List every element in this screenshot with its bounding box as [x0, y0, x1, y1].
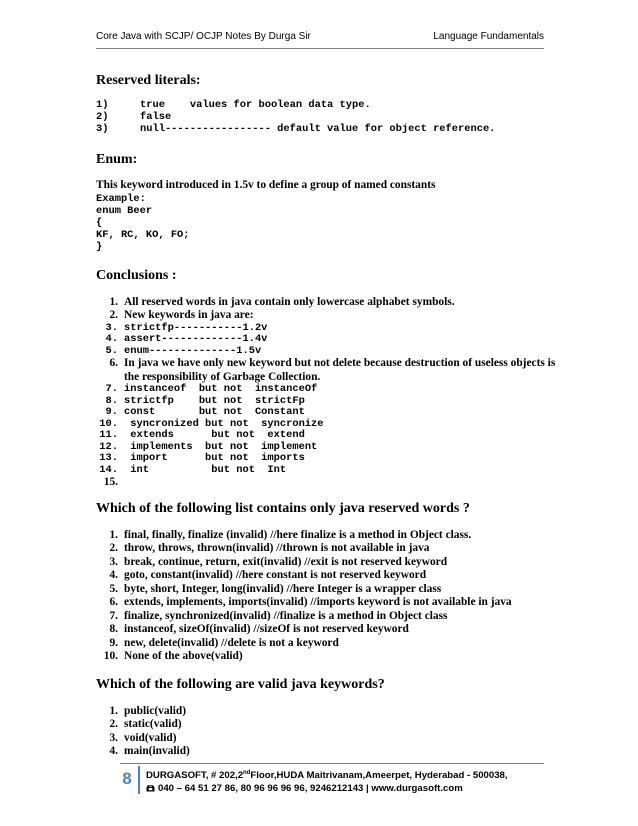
- question1-number: 2.: [109, 542, 118, 554]
- question1-item: [96, 637, 556, 651]
- question1-number: 1.: [109, 528, 118, 541]
- conclusion-number: 2.: [109, 309, 118, 321]
- conclusion-number: 6.: [109, 357, 118, 369]
- question1-text: byte, short, Integer, long(invalid) //here Integer is a wrapper class: [124, 582, 442, 595]
- header-left-title: Core Java with SCJP/ OCJP Notes By Durga Sir: [96, 31, 311, 42]
- question1-number: 7.: [109, 609, 118, 622]
- question1-text: final, finally, finalize (invalid) //here finalize is a method in Object class.: [124, 528, 472, 541]
- page-number: 8: [122, 769, 132, 788]
- conclusion-item: [96, 384, 556, 396]
- conclusions-heading: Conclusions :: [96, 267, 177, 283]
- conclusion-item: [96, 453, 556, 465]
- reserved-literals-heading: Reserved literals:: [96, 73, 201, 88]
- question1-item: [96, 556, 556, 570]
- conclusion-text: enum--------------1.5v: [124, 344, 262, 357]
- conclusion-text: syncronized but not syncronize: [124, 417, 324, 430]
- conclusion-number: 8.: [105, 394, 118, 407]
- conclusion-item: [96, 476, 556, 490]
- conclusion-text: strictfp but not strictFp: [124, 394, 305, 407]
- question1-text: instanceof, sizeOf(invalid) //sizeOf is not reserved keyword: [124, 623, 409, 635]
- question1-number: 9.: [109, 636, 118, 649]
- question2-text: void(valid): [124, 731, 177, 744]
- question1-text: new, delete(invalid) //delete is not a keyword: [124, 636, 339, 649]
- conclusion-text: [124, 476, 556, 490]
- question1-number: 6.: [109, 596, 118, 608]
- enum-heading: Enum:: [96, 152, 138, 167]
- question1-item: [96, 583, 556, 597]
- conclusion-text: New keywords in java are:: [124, 309, 254, 321]
- page-content: [96, 72, 556, 759]
- question2-list: [96, 705, 556, 759]
- conclusion-number: 7.: [105, 383, 118, 395]
- question2-item: [96, 732, 556, 746]
- question1-text: goto, constant(invalid) //here constant is not reserved keyword: [124, 569, 427, 581]
- question1-item: [96, 569, 556, 583]
- phone-icon: [146, 784, 155, 792]
- conclusion-number: 3.: [105, 321, 118, 334]
- question2-text: main(invalid): [124, 745, 190, 757]
- conclusion-number: 9.: [105, 406, 118, 418]
- page-header: [96, 31, 544, 42]
- question1-text: throw, throws, thrown(invalid) //thrown is not available in java: [124, 542, 430, 554]
- conclusion-text: const but not Constant: [124, 406, 305, 418]
- conclusion-number: 11.: [99, 429, 118, 441]
- enum-intro: This keyword introduced in 1.5v to define a group of named constants: [96, 179, 436, 191]
- conclusion-text: strictfp-----------1.2v: [124, 321, 268, 334]
- question1-text: finalize, synchronized(invalid) //finalize is a method in Object class: [124, 609, 448, 622]
- enum-code-line: KF, RC, KO, FO;: [96, 228, 190, 241]
- conclusion-item: [96, 309, 556, 323]
- conclusion-text: implements but not implement: [124, 440, 318, 453]
- enum-code-line: Example:: [96, 192, 146, 205]
- conclusion-number: 12.: [99, 440, 118, 453]
- header-right-title: Language Fundamentals: [433, 31, 544, 42]
- conclusion-number: 14.: [99, 463, 118, 476]
- question1-text: break, continue, return, exit(invalid) //exit is not reserved keyword: [124, 555, 448, 568]
- question1-number: 3.: [109, 555, 118, 568]
- conclusion-item: [96, 357, 556, 384]
- conclusion-item: [96, 430, 556, 442]
- page-footer: [146, 767, 546, 795]
- conclusion-text: assert-------------1.4v: [124, 333, 268, 345]
- enum-code-line: {: [96, 216, 103, 229]
- question1-list: [96, 529, 556, 664]
- question2-text: static(valid): [124, 718, 182, 730]
- conclusion-item: [96, 346, 556, 358]
- question2-item: [96, 705, 556, 719]
- question1-heading: Which of the following list contains only java reserved words ?: [96, 500, 470, 516]
- conclusion-item: [96, 334, 556, 346]
- question1-number: 10.: [103, 650, 118, 662]
- question1-item: [96, 610, 556, 624]
- header-divider: [96, 48, 544, 49]
- literal-number: 2): [96, 111, 109, 123]
- footer-address: DURGASOFT, # 202,2ndFloor,HUDA Maitrivanam,Ameerpet, Hyderabad - 500038,: [146, 770, 508, 782]
- reserved-literals-list: [96, 99, 556, 135]
- question1-item: [96, 650, 556, 664]
- conclusion-item: [96, 296, 556, 310]
- conclusion-text: import but not imports: [124, 452, 305, 464]
- question2-item: [96, 718, 556, 732]
- conclusion-number: 10.: [99, 417, 118, 430]
- question1-item: [96, 596, 556, 610]
- enum-code-line: enum Beer: [96, 204, 153, 217]
- footer-divider: [120, 763, 544, 764]
- question2-item: [96, 745, 556, 759]
- question1-item: [96, 529, 556, 543]
- literal-text: null----------------- default value for object reference.: [140, 123, 496, 135]
- question2-number: 4.: [109, 745, 118, 757]
- question1-text: extends, implements, imports(invalid) //imports keyword is not available in java: [124, 596, 512, 608]
- enum-code-block: [96, 193, 556, 253]
- conclusion-number: 1.: [109, 295, 118, 308]
- question2-text: public(valid): [124, 704, 187, 717]
- literal-number: 3): [96, 123, 109, 135]
- question2-number: 2.: [109, 718, 118, 730]
- literal-text: true values for boolean data type.: [140, 99, 371, 111]
- conclusions-list: [96, 296, 556, 490]
- literal-row: [96, 111, 556, 123]
- conclusion-number: 4.: [105, 333, 118, 345]
- conclusion-text: extends but not extend: [124, 429, 305, 441]
- question1-number: 8.: [109, 623, 118, 635]
- question1-number: 4.: [109, 569, 118, 581]
- literal-number: 1): [96, 99, 109, 111]
- page-number-bar: [138, 766, 140, 794]
- literal-row: [96, 123, 556, 135]
- enum-code-line: }: [96, 240, 103, 253]
- question1-text: None of the above(valid): [124, 650, 243, 662]
- question1-item: [96, 542, 556, 556]
- question1-item: [96, 623, 556, 637]
- literal-row: [96, 99, 556, 111]
- literal-text: false: [140, 111, 172, 123]
- question1-number: 5.: [109, 582, 118, 595]
- conclusion-item: [96, 407, 556, 419]
- conclusion-number: 15.: [103, 476, 118, 488]
- conclusion-item: [96, 465, 556, 477]
- conclusion-number: 5.: [105, 344, 118, 357]
- conclusion-text: instanceof but not instanceOf: [124, 383, 318, 395]
- conclusion-number: 13.: [99, 452, 118, 464]
- conclusion-text: In java we have only new keyword but not delete because destruction of useless objects is the responsibility of Garbage Collection.: [124, 357, 556, 383]
- footer-contact: 040 – 64 51 27 86, 80 96 96 96 96, 9246212143 | www.durgasoft.com: [146, 782, 546, 795]
- question2-number: 3.: [109, 731, 118, 744]
- conclusion-text: All reserved words in java contain only lowercase alphabet symbols.: [124, 295, 455, 308]
- question2-number: 1.: [109, 704, 118, 717]
- conclusion-text: int but not Int: [124, 463, 287, 476]
- question2-heading: Which of the following are valid java keywords?: [96, 676, 385, 692]
